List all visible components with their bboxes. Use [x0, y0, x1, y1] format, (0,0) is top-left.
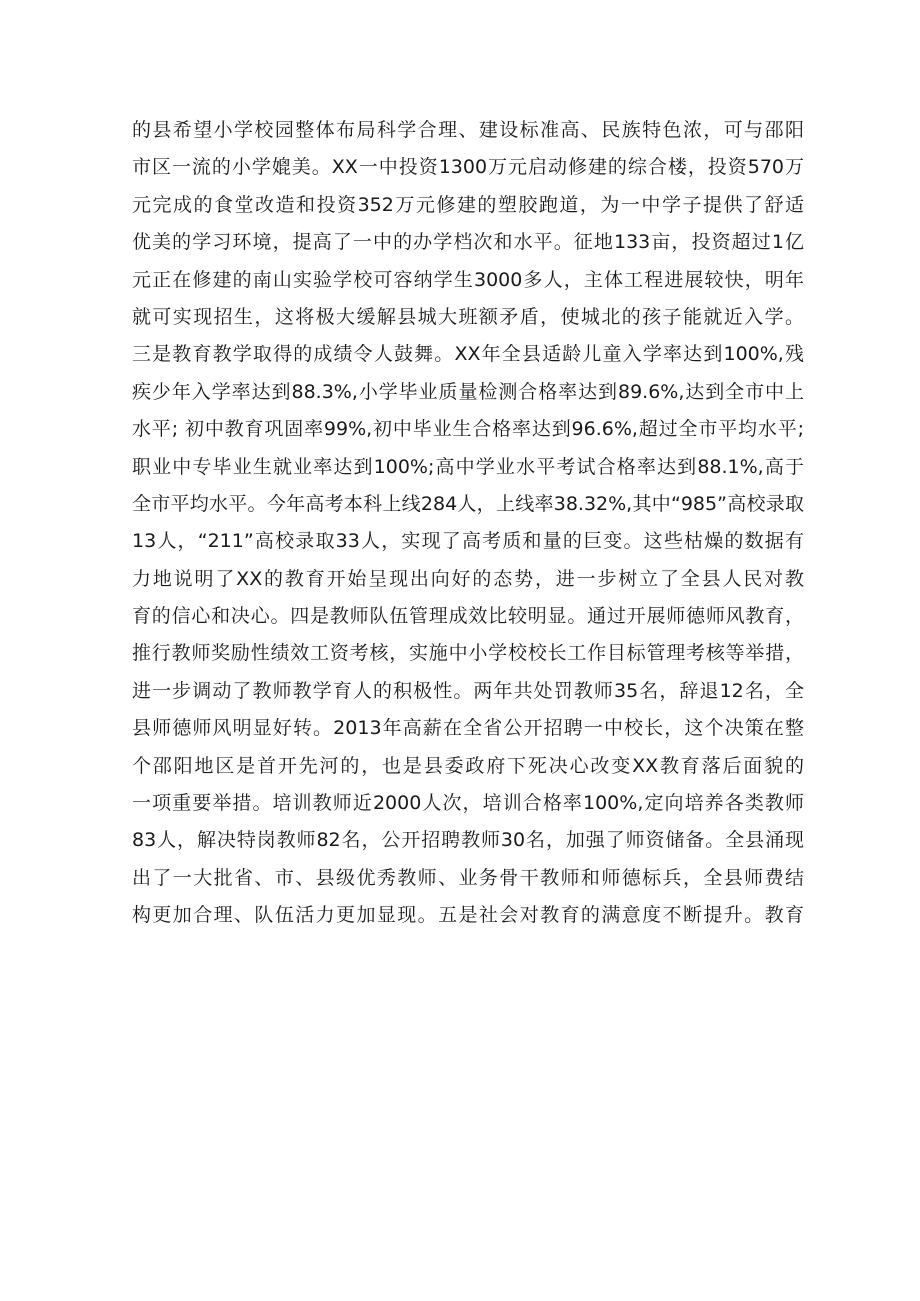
text-line: 全市平均水平。今年高考本科上线284人，上线率38.32%,其中“985”高校录取 [132, 492, 804, 515]
text-line: 元正在修建的南山实验学校可容纳学生3000多人，主体工程进展较快，明年 [132, 268, 804, 291]
text-line: 市区一流的小学媲美。XX一中投资1300万元启动修建的综合楼，投资570万 [132, 156, 804, 179]
text-line: 一项重要举措。培训教师近2000人次，培训合格率100%,定向培养各类教师 [132, 792, 804, 815]
text-line: 个邵阳地区是首开先河的，也是县委政府下死决心改变XX教育落后面貌的 [132, 754, 804, 777]
text-line: 优美的学习环境，提高了一中的办学档次和水平。征地133亩，投资超过1亿 [132, 231, 804, 254]
text-line: 推行教师奖励性绩效工资考核，实施中小学校校长工作目标管理考核等举措， [132, 642, 804, 665]
text-line: 的县希望小学校园整体布局科学合理、建设标准高、民族特色浓，可与邵阳 [132, 119, 804, 141]
text-line: 就可实现招生，这将极大缓解县城大班额矛盾，使城北的孩子能就近入学。 [132, 305, 804, 328]
text-line: 力地说明了XX的教育开始呈现出向好的态势，进一步树立了全县人民对教 [132, 567, 804, 590]
text-line: 三是教育教学取得的成绩令人鼓舞。XX年全县适龄儿童入学率达到100%,残 [132, 343, 804, 366]
text-line: 构更加合理、队伍活力更加显现。五是社会对教育的满意度不断提升。教育 [132, 904, 804, 927]
text-line: 育的信心和决心。四是教师队伍管理成效比较明显。通过开展师德师风教育， [132, 605, 804, 628]
text-line: 水平; 初中教育巩固率99%,初中毕业生合格率达到96.6%,超过全市平均水平; [132, 418, 804, 441]
text-line: 进一步调动了教师教学育人的积极性。两年共处罚教师35名，辞退12名，全 [132, 679, 804, 702]
text-line: 县师德师风明显好转。2013年高薪在全省公开招聘一中校长，这个决策在整 [132, 717, 804, 740]
text-line: 出了一大批省、市、县级优秀教师、业务骨干教师和师德标兵，全县师费结 [132, 866, 804, 889]
body-text [132, 112, 804, 935]
text-line: 疾少年入学率达到88.3%,小学毕业质量检测合格率达到89.6%,达到全市中上 [132, 380, 804, 403]
text-line: 元完成的食堂改造和投资352万元修建的塑胶跑道，为一中学子提供了舒适 [132, 193, 804, 216]
text-line: 83人，解决特岗教师82名，公开招聘教师30名，加强了师资储备。全县涌现 [132, 829, 804, 852]
text-line: 职业中专毕业生就业率达到100%;高中学业水平考试合格率达到88.1%,高于 [132, 455, 804, 478]
text-line: 13人，“211”高校录取33人，实现了高考质和量的巨变。这些枯燥的数据有 [132, 530, 804, 553]
